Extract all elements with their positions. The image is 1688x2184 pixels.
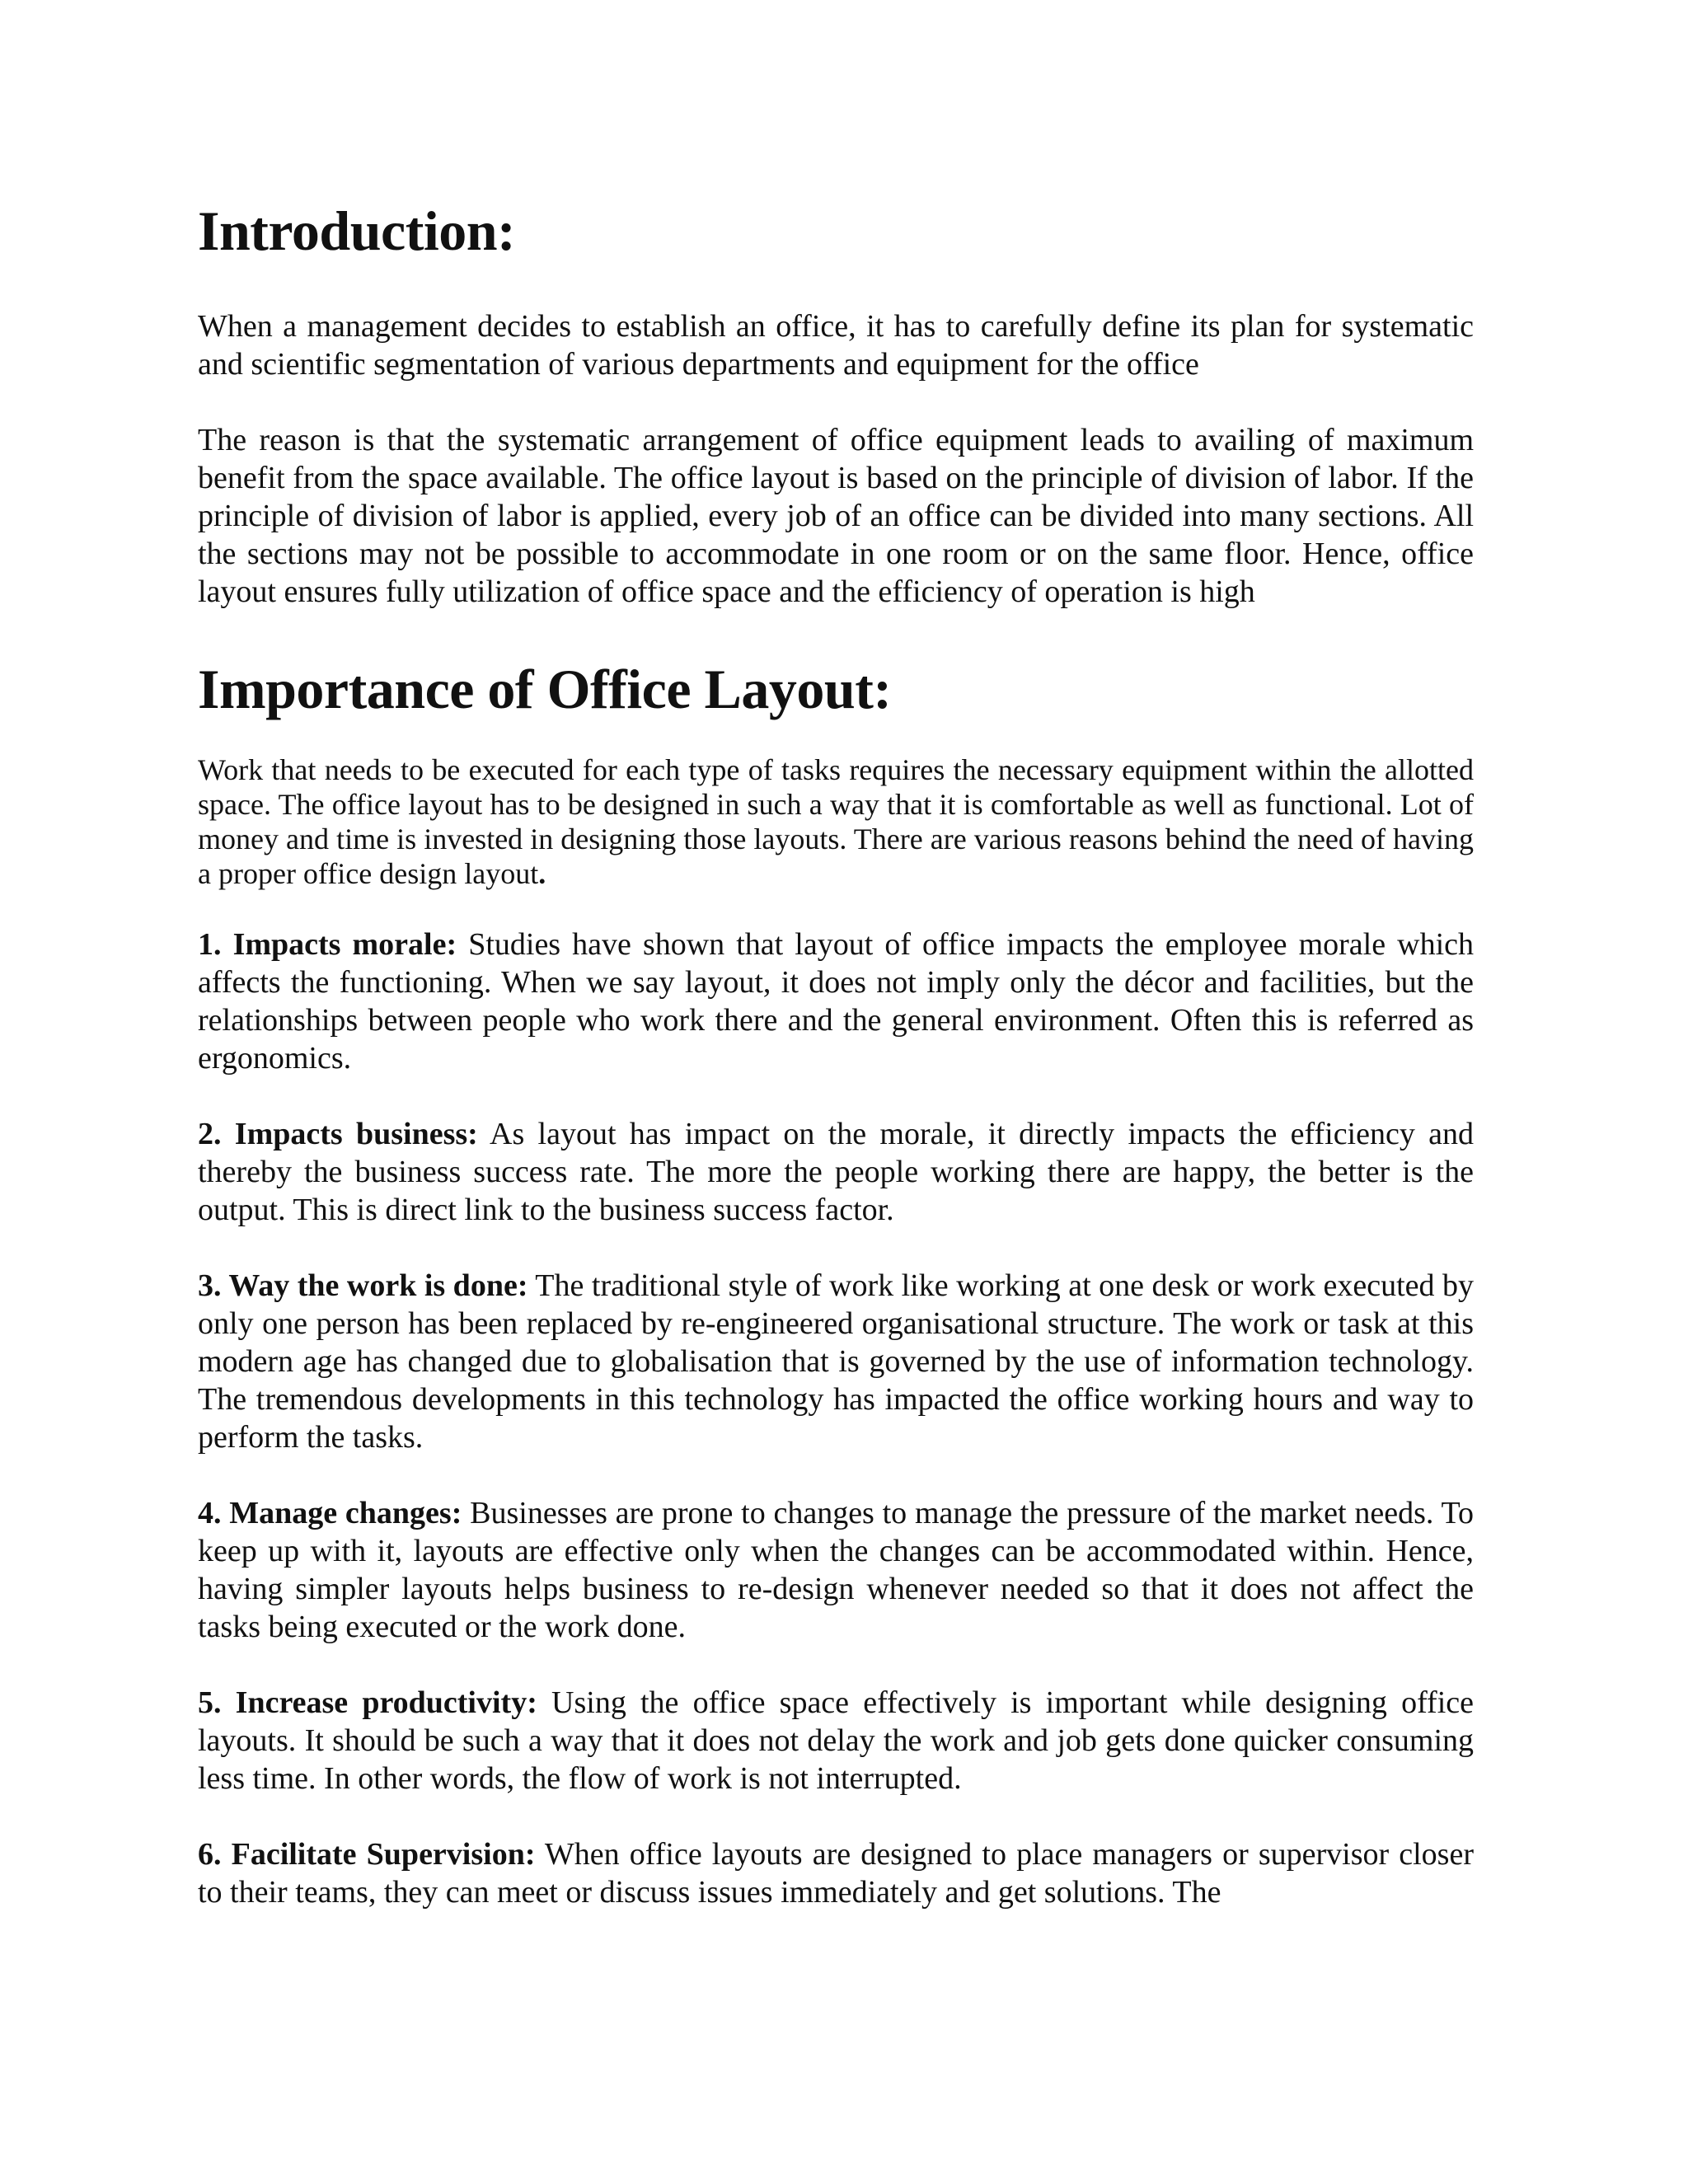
list-item-text: As layout has impact on the morale, it directly impacts the efficiency and thereby the business success rate. The more the people working there are happy, the better is the output. This is direct link to the business success factor.	[198, 1117, 1474, 1227]
list-item-manage-changes	[198, 1494, 1474, 1646]
list-item-lead: 4. Manage changes:	[198, 1496, 462, 1530]
list-item-lead: 6. Facilitate Supervision:	[198, 1837, 536, 1872]
list-item-lead: 3. Way the work is done:	[198, 1268, 528, 1303]
list-item-lead: 1. Impacts morale:	[198, 927, 457, 962]
introduction-paragraph-1: When a management decides to establish an office, it has to carefully define its plan for systematic and scientific segmentation of various departments and equipment for the office	[198, 309, 1474, 382]
list-item-way-work-done	[198, 1267, 1474, 1456]
list-item-text: Using the office space effectively is important while designing office layouts. It should be such a way that it does not delay the work and job gets done quicker consuming less time. In other words, the flow of work is not interrupted.	[198, 1685, 1474, 1796]
list-item-impacts-morale	[198, 926, 1474, 1077]
importance-paragraph-end: .	[538, 857, 546, 890]
document-page	[198, 185, 1474, 1911]
list-item-impacts-business	[198, 1115, 1474, 1229]
list-item-text: Businesses are prone to changes to manage the pressure of the market needs. To keep up with it, layouts are effective only when the changes can be accommodated within. Hence, having simpler layouts helps business to re-design whenever needed so that it does not affect the tasks being executed or the work done.	[198, 1496, 1474, 1644]
importance-paragraph	[198, 752, 1474, 891]
list-item-increase-productivity	[198, 1684, 1474, 1797]
importance-paragraph-text: Work that needs to be executed for each type of tasks requires the necessary equipment within the allotted space. The office layout has to be designed in such a way that it is comfortable as well as functional. Lot of money and time is invested in designing those layouts. There are various reasons behind the need of having a proper office design layout	[198, 753, 1474, 890]
list-item-lead: 2. Impacts business:	[198, 1117, 478, 1151]
importance-heading: Importance of Office Layout:	[198, 658, 892, 720]
introduction-paragraph-2: The reason is that the systematic arrangement of office equipment leads to availing of maximum benefit from the space available. The office layout is based on the principle of division of labor. If the principle of division of labor is applied, every job of an office can be divided into many sections. All the sections may not be possible to accommodate in one room or on the same floor. Hence, office layout ensures fully utilization of office space and the efficiency of operation is high	[198, 423, 1474, 609]
list-item-text: When office layouts are designed to place managers or supervisor closer to their teams, they can meet or discuss issues immediately and get solutions. The	[198, 1837, 1474, 1910]
introduction-heading: Introduction:	[198, 199, 516, 262]
list-item-lead: 5. Increase productivity:	[198, 1685, 537, 1720]
list-item-facilitate-supervision	[198, 1835, 1474, 1911]
list-item-text: Studies have shown that layout of office impacts the employee morale which affects the functioning. When we say layout, it does not imply only the décor and facilities, but the relationships between people who work there and the general environment. Often this is referred as ergonomics.	[198, 927, 1474, 1076]
list-item-text: The traditional style of work like working at one desk or work executed by only one person has been replaced by re-engineered organisational structure. The work or task at this modern age has changed due to globalisation that is governed by the use of information technology. The tremendous developments in this technology has impacted the office working hours and way to perform the tasks.	[198, 1268, 1474, 1455]
